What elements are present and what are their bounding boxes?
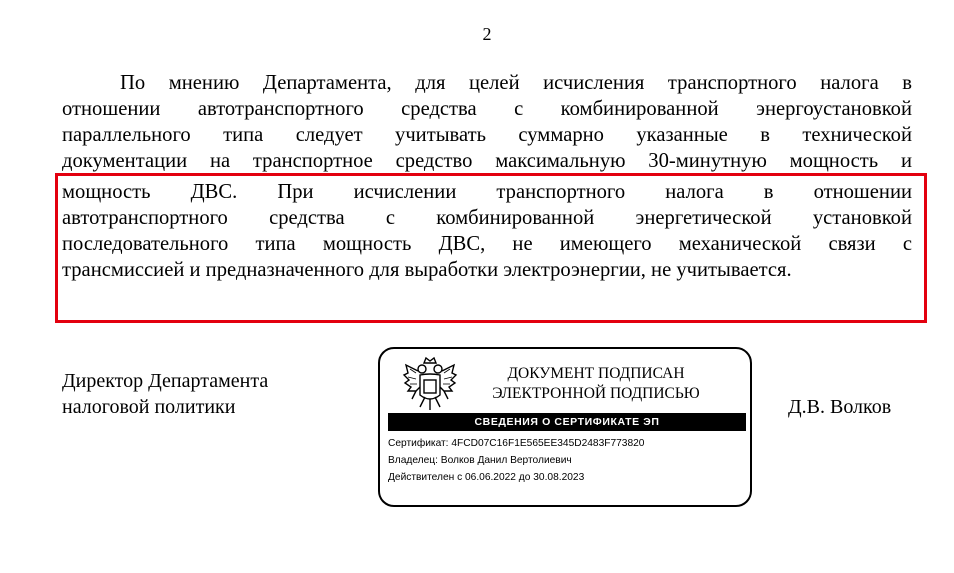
electronic-signature-stamp <box>378 347 752 507</box>
stamp-title-line: ЭЛЕКТРОННОЙ ПОДПИСЬЮ <box>492 385 700 402</box>
page-number: 2 <box>482 24 492 44</box>
signatory-name: Д.В. Волков <box>788 396 892 418</box>
stamp-title <box>468 364 724 404</box>
highlight-box <box>55 173 927 323</box>
paragraph-line: По мнению Департамента, для целей исчисления транспортного налога в <box>120 72 912 94</box>
certificate-header-bar: СВЕДЕНИЯ О СЕРТИФИКАТЕ ЭП <box>388 413 746 431</box>
certificate-number: Сертификат: 4FCD07C16F1E565EE345D2483F773820 <box>388 438 645 449</box>
paragraph-line: документации на транспортное средство максимальную 30-минутную мощность и <box>62 150 912 172</box>
certificate-owner: Владелец: Волков Данил Вертолиевич <box>388 455 572 466</box>
signatory-position <box>62 368 268 420</box>
paragraph-line: отношении автотранспортного средства с комбинированной энергоустановкой <box>62 98 912 120</box>
paragraph-line: автотранспортного средства с комбинированной энергетической установкой <box>62 207 912 229</box>
position-line: Директор Департамента <box>62 370 269 392</box>
position-line: налоговой политики <box>62 396 236 418</box>
paragraph-line: мощность ДВС. При исчислении транспортного налога в отношении <box>62 181 912 203</box>
paragraph-line: последовательного типа мощность ДВС, не имеющего механической связи с <box>62 233 912 255</box>
stamp-title-line: ДОКУМЕНТ ПОДПИСАН <box>507 365 685 382</box>
certificate-validity: Действителен с 06.06.2022 до 30.08.2023 <box>388 472 585 483</box>
paragraph-line: параллельного типа следует учитывать суммарно указанные в технической <box>62 124 912 146</box>
paragraph-line: трансмиссией и предназначенного для выработки электроэнергии, не учитывается. <box>62 259 792 281</box>
russian-coat-of-arms-icon <box>402 353 458 417</box>
